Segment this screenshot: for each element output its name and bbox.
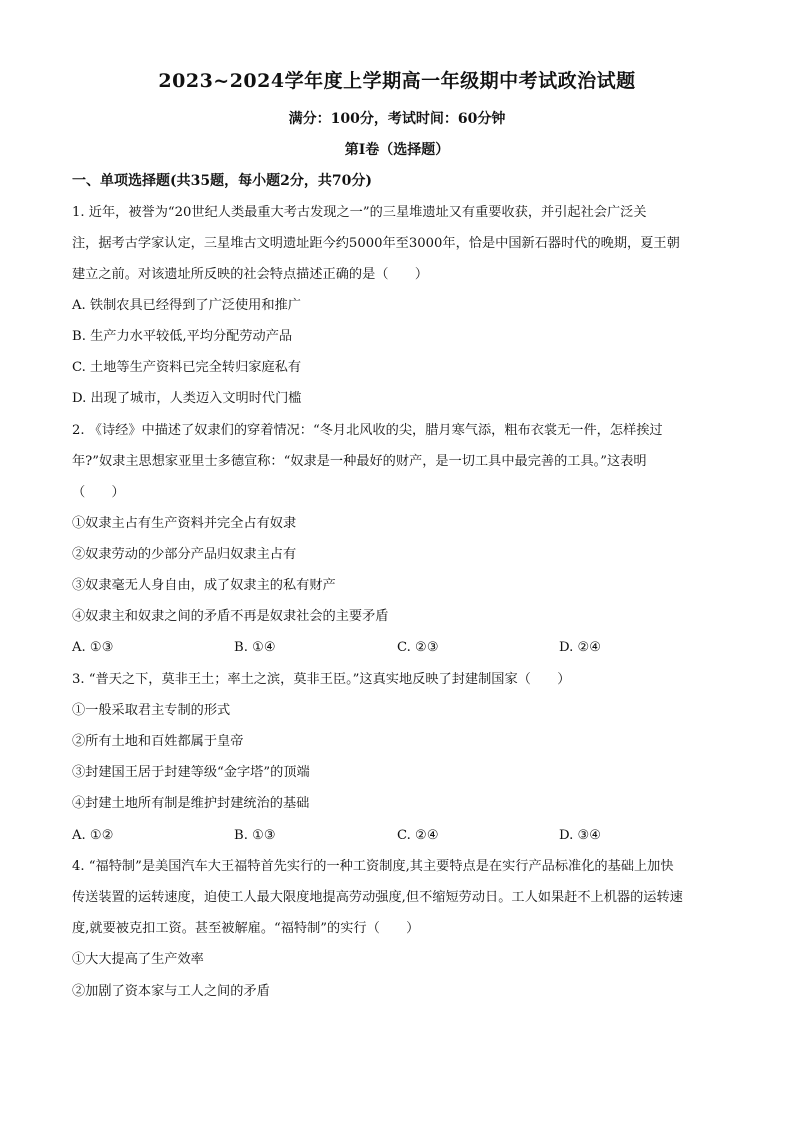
q2-item-4: ④奴隶主和奴隶之间的矛盾不再是奴隶社会的主要矛盾 (72, 609, 389, 624)
q2-item-3: ③奴隶毫无人身自由，成了奴隶主的私有财产 (72, 578, 336, 593)
q3-choice-c: C. ②④ (397, 828, 439, 843)
q1-option-d: D. 出现了城市，人类迈入文明时代门槛 (72, 391, 302, 406)
q2-item-1: ①奴隶主占有生产资料并完全占有奴隶 (72, 516, 297, 531)
q4-stem-line: 传送装置的运转速度，迫使工人最大限度地提高劳动强度,但不缩短劳动日。工人如果赶不上机器的运转速 (72, 890, 683, 905)
q2-stem-line: （ ） (72, 485, 125, 500)
q2-choice-d: D. ②④ (559, 640, 602, 655)
q1-stem-line: 建立之前。对该遗址所反映的社会特点描述正确的是（ ） (72, 267, 429, 282)
volume-heading: 第Ⅰ卷（选择题） (344, 142, 450, 158)
q1-option-c: C. 土地等生产资料已完全转归家庭私有 (72, 360, 302, 375)
q3-item-2: ②所有土地和百姓都属于皇帝 (72, 734, 244, 749)
q1-stem-line: 1. 近年，被誉为“20世纪人类最重大考古发现之一”的三星堆遗址又有重要收获，并引起社会广泛关 (72, 205, 647, 220)
q4-item-2: ②加剧了资本家与工人之间的矛盾 (72, 984, 270, 999)
q2-item-2: ②奴隶劳动的少部分产品归奴隶主占有 (72, 547, 297, 562)
q4-stem-line: 4. “福特制”是美国汽车大王福特首先实行的一种工资制度,其主要特点是在实行产品标准化的基础上加快 (72, 859, 674, 874)
q3-choice-b: B. ①③ (234, 828, 276, 843)
exam-title: 2023~2024学年度上学期高一年级期中考试政治试题 (158, 70, 636, 92)
q2-choice-b: B. ①④ (234, 640, 276, 655)
q1-option-a: A. 铁制农具已经得到了广泛使用和推广 (72, 298, 301, 313)
q2-choice-a: A. ①③ (72, 640, 114, 655)
q2-stem-line: 2. 《诗经》中描述了奴隶们的穿着情况：“冬月北风收的尖，腊月寒气添，粗布衣裳无一件，怎样挨过 (72, 423, 663, 438)
q1-option-b: B. 生产力水平较低,平均分配劳动产品 (72, 329, 293, 344)
q3-stem-line: 3. “普天之下，莫非王土；率土之滨，莫非王臣。”这真实地反映了封建制国家（ ） (72, 672, 571, 687)
q4-item-1: ①大大提高了生产效率 (72, 952, 204, 967)
q3-choice-d: D. ③④ (559, 828, 602, 843)
q3-item-1: ①一般采取君主专制的形式 (72, 703, 231, 718)
q1-stem-line: 注，据考古学家认定，三星堆古文明遗址距今约5000年至3000年，恰是中国新石器时代的晚期，夏王朝 (72, 236, 680, 251)
q3-item-3: ③封建国王居于封建等级“金字塔”的顶端 (72, 765, 310, 780)
q3-item-4: ④封建土地所有制是维护封建统治的基础 (72, 796, 310, 811)
q4-stem-line: 度,就要被克扣工资。甚至被解雇。“福特制”的实行（ ） (72, 921, 420, 936)
q2-choice-c: C. ②③ (397, 640, 439, 655)
q3-choice-a: A. ①② (72, 828, 114, 843)
section-heading: 一、单项选择题(共35题，每小题2分，共70分) (72, 173, 372, 189)
score-time: 满分：100分，考试时间：60分钟 (288, 111, 506, 127)
q2-stem-line: 年?”奴隶主思想家亚里士多德宣称：“奴隶是一种最好的财产，是一切工具中最完善的工具。”这表明 (72, 454, 647, 469)
